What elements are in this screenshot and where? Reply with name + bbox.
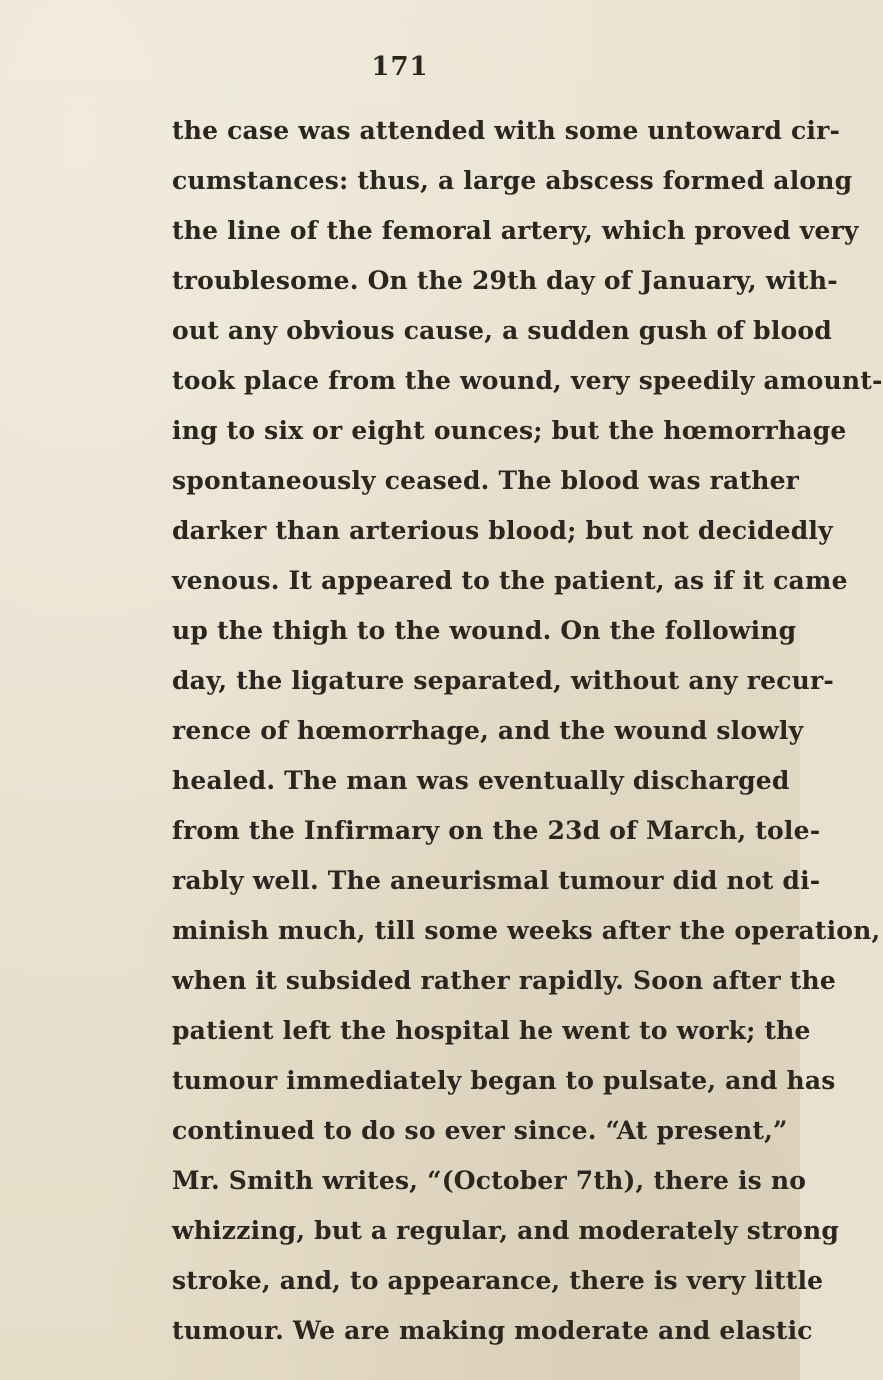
text-line: rably well. The aneurismal tumour did not di- <box>172 866 821 895</box>
text-line: venous. It appeared to the patient, as if it came <box>172 566 848 595</box>
text-line: healed. The man was eventually discharged <box>172 766 790 795</box>
text-line: out any obvious cause, a sudden gush of blood <box>172 316 832 345</box>
text-line: Mr. Smith writes, “(October 7th), there is no <box>172 1166 807 1195</box>
text-line: whizzing, but a regular, and moderately strong <box>172 1216 840 1245</box>
text-line: rence of hœmorrhage, and the wound slowly <box>172 716 804 745</box>
text-line: from the Infirmary on the 23d of March, tole- <box>172 816 821 845</box>
text-line: darker than arterious blood; but not decidedly <box>172 516 833 545</box>
text-line: troublesome. On the 29th day of January, with- <box>172 266 838 295</box>
text-line: the case was attended with some untoward cir- <box>172 116 841 145</box>
text-line: cumstances: thus, a large abscess formed along <box>172 166 853 195</box>
text-line: day, the ligature separated, without any recur- <box>172 666 834 695</box>
page-number: 171 <box>371 52 429 82</box>
text-line: minish much, till some weeks after the operation, <box>172 916 881 945</box>
text-line: when it subsided rather rapidly. Soon after the <box>172 966 836 995</box>
text-line: ing to six or eight ounces; but the hœmorrhage <box>172 416 847 445</box>
body-text <box>172 106 883 1356</box>
text-line: took place from the wound, very speedily amount- <box>172 366 883 395</box>
text-line: tumour. We are making moderate and elastic <box>172 1316 813 1345</box>
text-line: tumour immediately began to pulsate, and has <box>172 1066 836 1095</box>
text-line: the line of the femoral artery, which proved very <box>172 216 859 245</box>
text-line: stroke, and, to appearance, there is very little <box>172 1266 824 1295</box>
text-line: spontaneously ceased. The blood was rather <box>172 466 800 495</box>
text-line: patient left the hospital he went to work; the <box>172 1016 811 1045</box>
text-line: continued to do so ever since. “At present,” <box>172 1116 788 1145</box>
text-line: up the thigh to the wound. On the following <box>172 616 797 645</box>
